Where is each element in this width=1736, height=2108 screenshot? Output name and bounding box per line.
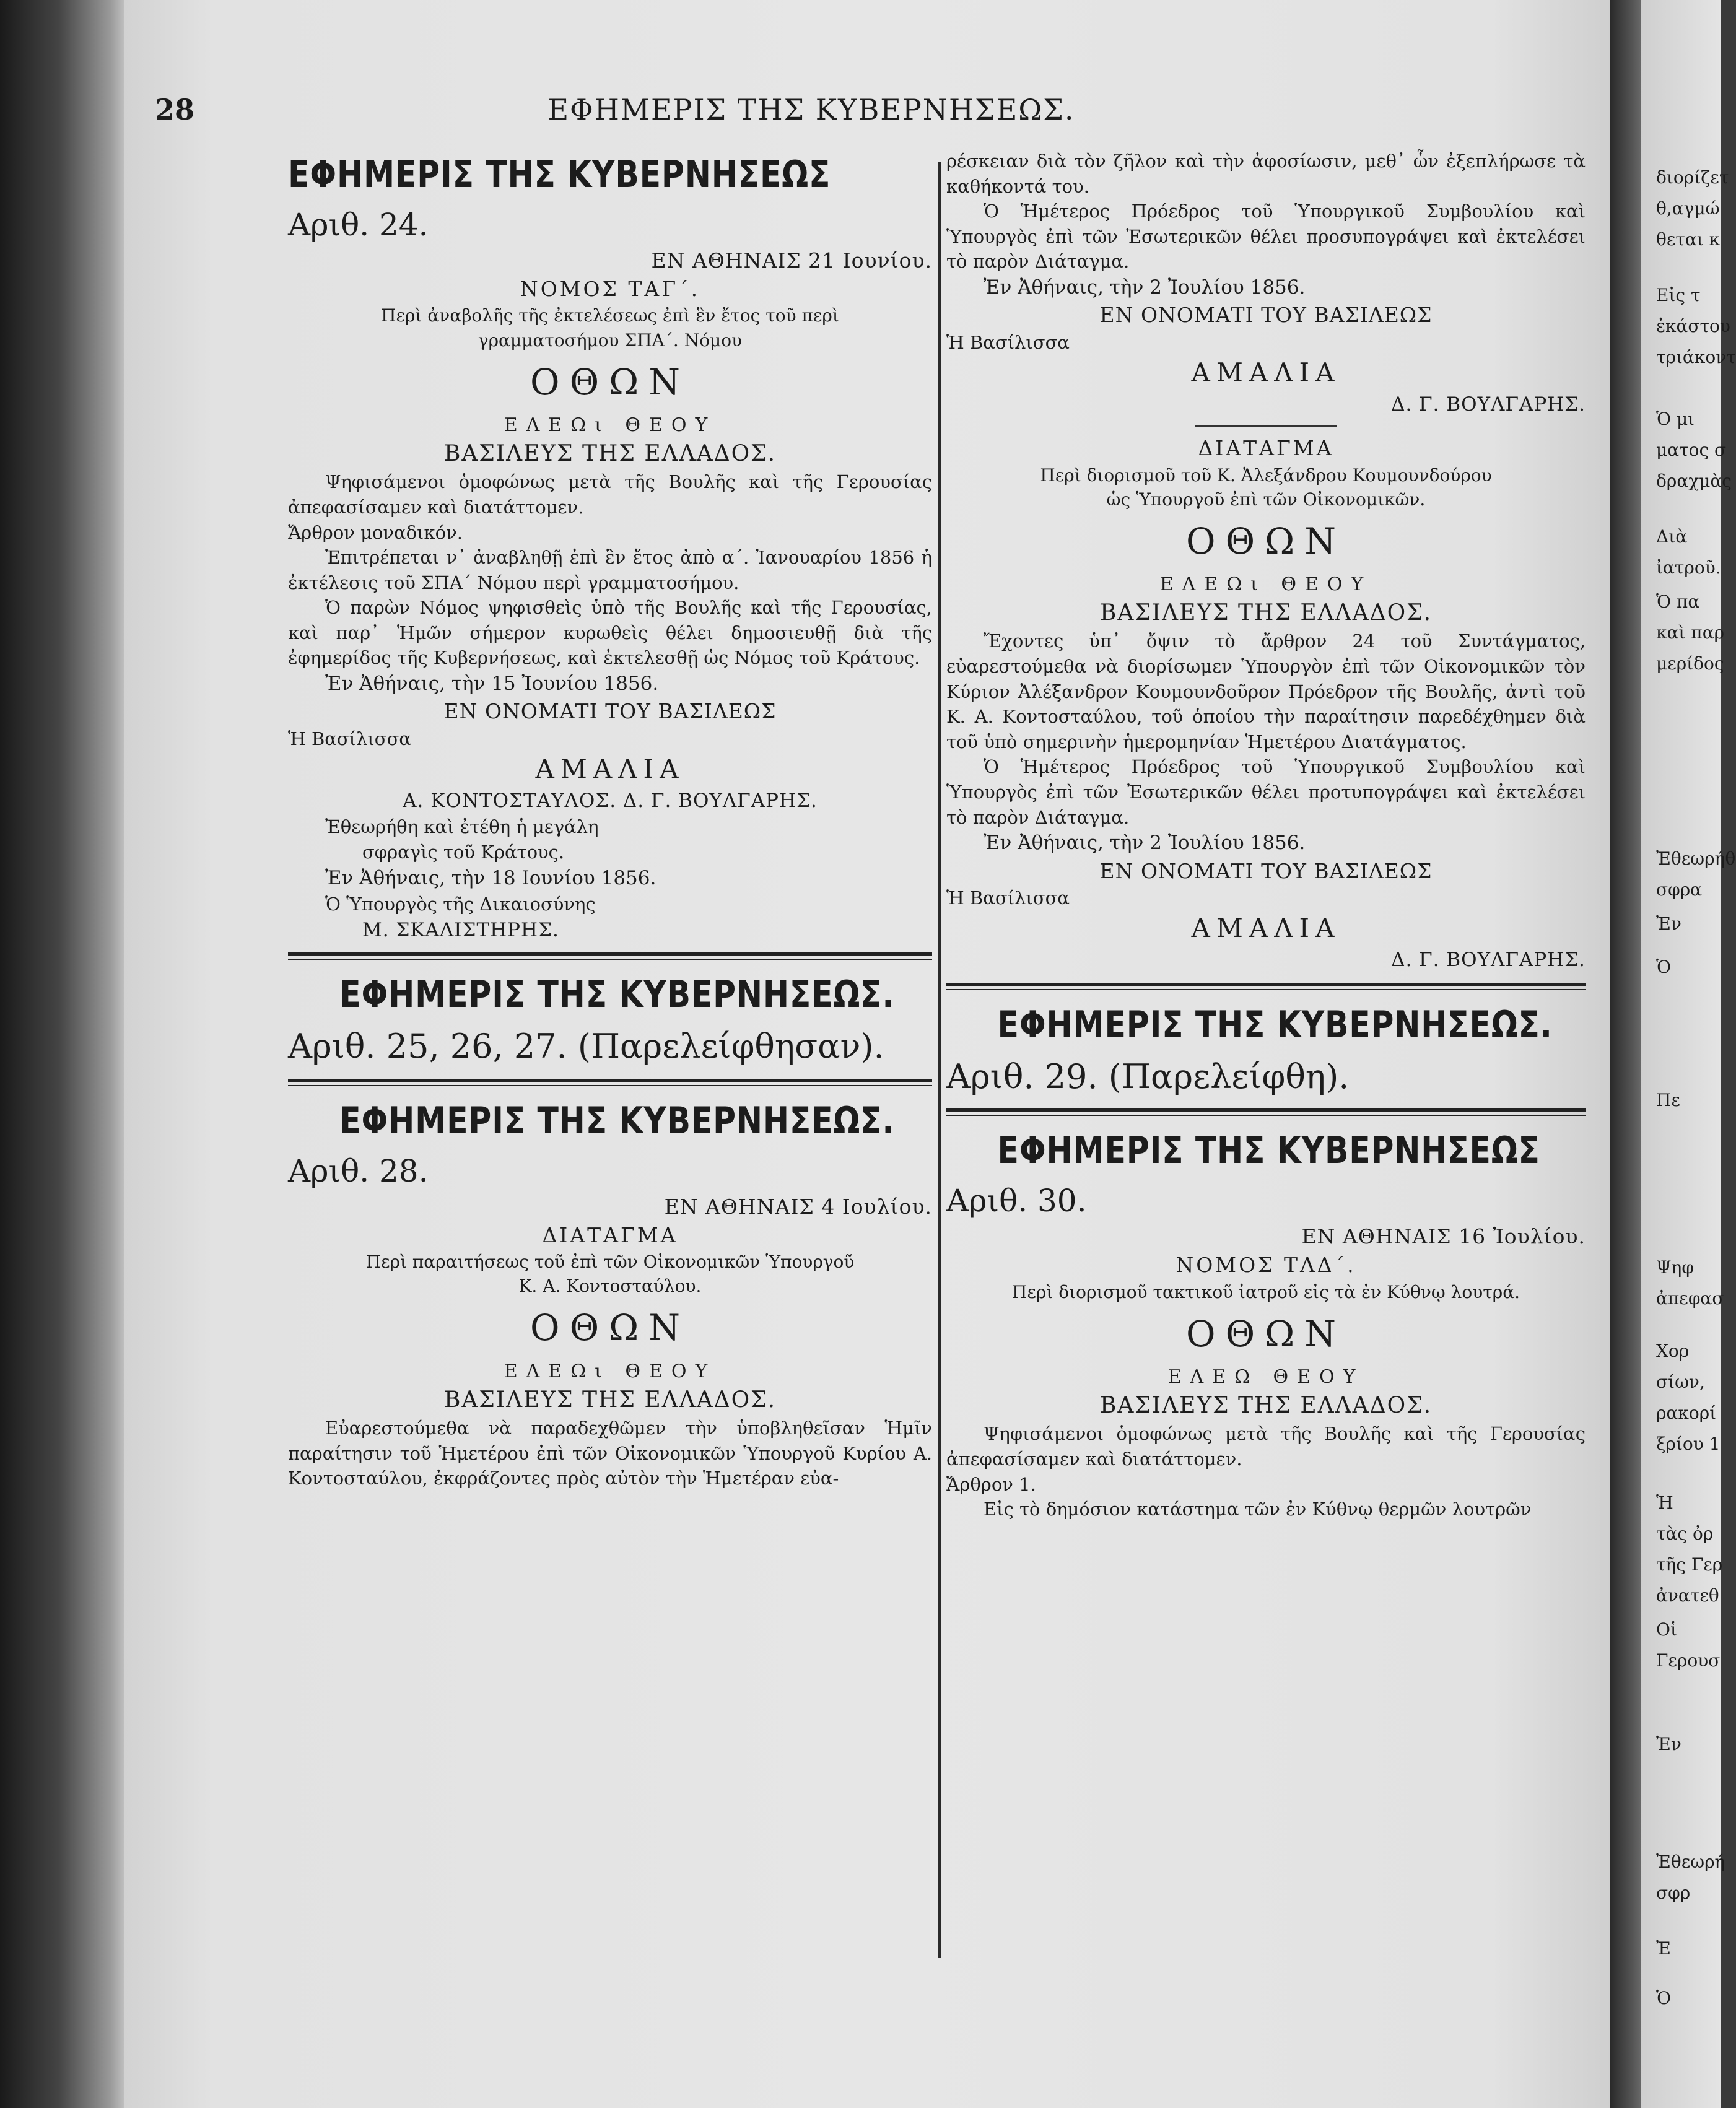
seal-line: σφραγὶς τοῦ Κράτους.	[362, 842, 565, 863]
separator	[1195, 425, 1337, 427]
adjacent-page-fragment: μερίδος	[1656, 653, 1724, 674]
minister-signature: Δ. Γ. ΒΟΥΛΓΑΡΗΣ.	[1391, 949, 1586, 972]
issue-title: ΕΦΗΜΕΡΙΣ ΤΗΣ ΚΥΒΕΡΝΗΣΕΩΣ.	[339, 973, 895, 1016]
section-rule	[946, 1108, 1586, 1116]
law-subject-line: Περὶ ἀναβολῆς τῆς ἐκτελέσεως ἐπὶ ἓν ἔτος τοῦ περὶ	[381, 305, 839, 326]
by-grace-of-god: ΕΛΕΩ ΘΕΟΥ	[1167, 1365, 1364, 1388]
queen-label: Ἡ Βασίλισσα	[946, 331, 1070, 353]
king-title: ΒΑΣΙΛΕΥΣ ΤΗΣ ΕΛΛΑΔΟΣ.	[1099, 600, 1433, 626]
adjacent-page-fragment: Εἰς τ	[1656, 285, 1701, 305]
adjacent-page-fragment: σφρ	[1656, 1883, 1691, 1903]
adjacent-page-fragment: τῆς Γερ	[1656, 1554, 1723, 1575]
date-line: Ἐν Ἀθήναις, τὴν 15 Ἰουνίου 1856.	[325, 673, 659, 695]
paragraph: Ὁ παρὼν Νόμος ψηφισθεὶς ὑπὸ τῆς Βουλῆς καὶ τῆς Γερουσίας, καὶ παρ᾽ Ἡμῶν σήμερον κυρωθεὶς θέλει δημοσιευθῇ διὰ τῆς ἐφημερίδος τῆς Κυβερνήσεως, καὶ ἐκτελεσθῇ ὡς Νόμος τοῦ Κράτους.	[288, 597, 932, 669]
adjacent-page-fragment: τὰς ὀρ	[1656, 1523, 1714, 1544]
adjacent-page-fragment: ξρίου 1	[1656, 1434, 1721, 1454]
adjacent-page-fragment: Οἱ	[1656, 1619, 1677, 1640]
adjacent-page-fragment: Πε	[1656, 1090, 1680, 1110]
decree-subject-line: Περὶ παραιτήσεως τοῦ ἐπὶ τῶν Οἰκονομικῶν Ὑπουργοῦ	[365, 1251, 855, 1272]
article-heading: Ἄρθρον μοναδικόν.	[288, 521, 463, 543]
running-header	[155, 93, 1468, 130]
issue-date: ΕΝ ΑΘΗΝΑΙΣ 21 Ιουνίου.	[651, 248, 932, 272]
decree-subject-line: ὡς Ὑπουργοῦ ἐπὶ τῶν Οἰκονομικῶν.	[1106, 489, 1426, 510]
issue-28	[288, 1095, 932, 1491]
issue-title: ΕΦΗΜΕΡΙΣ ΤΗΣ ΚΥΒΕΡΝΗΣΕΩΣ	[997, 1129, 1540, 1173]
adjacent-page-fragment: ἰατροῦ.	[1656, 557, 1721, 578]
adjacent-page-fragment: Ἐθεωρή	[1656, 1852, 1725, 1872]
issue-number: Αριθ. 29. (Παρελείφθη).	[946, 1056, 1350, 1096]
seal-line: Ἐθεωρήθη καὶ ἐτέθη ἡ μεγάλη	[325, 816, 599, 838]
in-the-name-of-king: ΕΝ ΟΝΟΜΑΤΙ ΤΟΥ ΒΑΣΙΛΕΩΣ	[443, 699, 777, 724]
issue-title: ΕΦΗΜΕΡΙΣ ΤΗΣ ΚΥΒΕΡΝΗΣΕΩΣ.	[997, 1003, 1553, 1047]
king-title: ΒΑΣΙΛΕΥΣ ΤΗΣ ΕΛΛΑΔΟΣ.	[1099, 1392, 1433, 1418]
paragraph: Ὁ Ἡμέτερος Πρόεδρος τοῦ Ὑπουργικοῦ Συμβουλίου καὶ Ὑπουργὸς ἐπὶ τῶν Ἐσωτερικῶν θέλει προσυπογράψει καὶ ἐκτελέσει τὸ παρὸν Διάταγμα.	[946, 201, 1586, 272]
adjacent-page-fragment: ἐκάστου	[1656, 316, 1730, 336]
law-subject-line: Περὶ διορισμοῦ τακτικοῦ ἰατροῦ εἰς τὰ ἐν Κύθνῳ λουτρά.	[1012, 1281, 1520, 1302]
issue-title: ΕΦΗΜΕΡΙΣ ΤΗΣ ΚΥΒΕΡΝΗΣΕΩΣ.	[339, 1099, 895, 1143]
adjacent-page-fragment: σφρα	[1656, 879, 1703, 900]
king-name: ΟΘΩΝ	[530, 360, 690, 403]
issue-29	[946, 999, 1586, 1100]
adjacent-page-fragment: Ἐν	[1656, 1734, 1681, 1754]
adjacent-page-fragment: τριάκοντ	[1656, 347, 1736, 367]
by-grace-of-god: ΕΛΕΩι ΘΕΟΥ	[1159, 573, 1372, 596]
paragraph: Εὐαρεστούμεθα νὰ παραδεχθῶμεν τὴν ὑποβληθεῖσαν Ἡμῖν παραίτησιν τοῦ Ἡμετέρου ἐπὶ τῶν Οἰκονομικῶν Ὑπουργοῦ Κυρίου Α. Κοντοσταύλου, ἐκφράζοντες πρὸς αὐτὸν τὴν Ἡμετέραν εὐα-	[288, 1417, 932, 1489]
right-column	[946, 149, 1586, 1522]
paragraph: Ἔχοντες ὑπ᾽ ὄψιν τὸ ἄρθρον 24 τοῦ Συντάγματος, εὐαρεστούμεθα νὰ διορίσωμεν Ὑπουργὸν ἐπὶ τῶν Οἰκονομικῶν τὸν Κύριον Ἀλέξανδρον Κουμουνδοῦρον Πρόεδρον τῆς Βουλῆς, ἀντὶ τοῦ Κ. Α. Κοντοσταύλου, τοῦ ὁποίου τὴν παραίτησιν παρεδέχθημεν διὰ τοῦ ὑπὸ σημερινὴν ἡμερομηνίαν Ἡμετέρου Διατάγματος.	[946, 630, 1586, 752]
adjacent-page-edge	[1641, 0, 1736, 2108]
queen-name: ΑΜΑΛΙΑ	[1191, 913, 1341, 944]
section-rule	[288, 1079, 932, 1086]
adjacent-page-fragment: Ἡ	[1656, 1492, 1673, 1513]
adjacent-page-fragment: Χορ	[1656, 1341, 1690, 1361]
paragraph: ρέσκειαν διὰ τὸν ζῆλον καὶ τὴν ἀφοσίωσιν, μεθ᾽ ὧν ἐξεπλήρωσε τὰ καθήκοντά του.	[946, 150, 1586, 197]
law-subject-line: γραμματοσήμου ΣΠΑ΄. Νόμου	[478, 329, 743, 351]
adjacent-page-fragment: Ἐν	[1656, 913, 1681, 934]
adjacent-page-fragment: θ,αγμώ	[1656, 198, 1720, 219]
section-rule	[946, 983, 1586, 990]
by-grace-of-god: ΕΛΕΩι ΘΕΟΥ	[504, 414, 717, 436]
book-spine	[0, 0, 130, 2108]
law-heading: ΝΟΜΟΣ ΤΛΔ΄.	[1176, 1253, 1356, 1278]
minister-signatures: Α. ΚΟΝΤΟΣΤΑΥΛΟΣ. Δ. Γ. ΒΟΥΛΓΑΡΗΣ.	[403, 790, 818, 812]
section-rule	[288, 952, 932, 960]
date-line: Ἐν Ἀθήναις, τὴν 2 Ἰουλίου 1856.	[984, 832, 1306, 855]
decree-koumoundouros	[946, 434, 1586, 973]
by-grace-of-god: ΕΛΕΩι ΘΕΟΥ	[504, 1360, 717, 1382]
king-name: ΟΘΩΝ	[1186, 1312, 1346, 1355]
adjacent-page-fragment: Ἐθεωρήθ	[1656, 848, 1736, 869]
decree-subject-line: Περὶ διορισμοῦ τοῦ Κ. Ἀλεξάνδρου Κουμουνδούρου	[1040, 464, 1492, 486]
adjacent-page-fragment: ματος σ	[1656, 440, 1727, 460]
in-the-name-of-king: ΕΝ ΟΝΟΜΑΤΙ ΤΟΥ ΒΑΣΙΛΕΩΣ	[1099, 858, 1433, 883]
king-title: ΒΑΣΙΛΕΥΣ ΤΗΣ ΕΛΛΑΔΟΣ.	[443, 440, 777, 466]
adjacent-page-fragment: Ὁ πα	[1656, 591, 1700, 612]
decree-heading: ΔΙΑΤΑΓΜΑ	[1198, 436, 1334, 461]
date-line: Ἐν Ἀθήναις, τὴν 2 Ἰουλίου 1856.	[984, 276, 1306, 298]
decree-subject-line: Κ. Α. Κοντοσταύλου.	[518, 1276, 702, 1297]
justice-minister-label: Ὁ Ὑπουργὸς τῆς Δικαιοσύνης	[325, 894, 596, 915]
column-rule	[938, 162, 941, 1958]
minister-signature: Δ. Γ. ΒΟΥΛΓΑΡΗΣ.	[1391, 393, 1586, 416]
paragraph: Ἐπιτρέπεται ν᾽ ἀναβληθῇ ἐπὶ ἓν ἔτος ἀπὸ α΄. Ἰανουαρίου 1856 ἡ ἐκτέλεσις τοῦ ΣΠΑ΄ Νόμου περὶ γραμματοσήμου.	[288, 547, 932, 593]
adjacent-page-fragment: Ὁ	[1656, 957, 1672, 977]
issue-30	[946, 1125, 1586, 1522]
paragraph: Ὁ Ἡμέτερος Πρόεδρος τοῦ Ὑπουργικοῦ Συμβουλίου καὶ Ὑπουργὸς ἐπὶ τῶν Ἐσωτερικῶν θέλει προτυπογράψει καὶ ἐκτελέσει τὸ παρὸν Διάταγμα.	[946, 756, 1586, 828]
article-heading: Ἄρθρον 1.	[946, 1473, 1036, 1495]
date-line: Ἐν Ἀθήναις, τὴν 18 Ιουνίου 1856.	[325, 866, 656, 889]
issue-24	[288, 149, 932, 944]
issue-date: ΕΝ ΑΘΗΝΑΙΣ 16 Ἰουλίου.	[1301, 1224, 1586, 1249]
adjacent-page-fragment: Ψηφ	[1656, 1257, 1694, 1278]
adjacent-page-fragment: Γερουσ	[1656, 1650, 1721, 1671]
adjacent-page-fragment: ἀπεφασ	[1656, 1288, 1724, 1309]
page-number: 28	[155, 93, 195, 126]
issue-28-continued	[946, 149, 1586, 418]
king-title: ΒΑΣΙΛΕΥΣ ΤΗΣ ΕΛΛΑΔΟΣ.	[443, 1387, 777, 1413]
adjacent-page-fragment: Διὰ	[1656, 526, 1688, 547]
law-heading: ΝΟΜΟΣ ΤΑΓ΄.	[520, 277, 700, 302]
paragraph: Εἰς τὸ δημόσιον κατάστημα τῶν ἐν Κύθνῳ θερμῶν λουτρῶν	[984, 1499, 1532, 1520]
adjacent-page-fragment: δραχμὰς	[1656, 471, 1732, 491]
running-title: ΕΦΗΜΕΡΙΣ ΤΗΣ ΚΥΒΕΡΝΗΣΕΩΣ.	[547, 93, 1075, 126]
in-the-name-of-king: ΕΝ ΟΝΟΜΑΤΙ ΤΟΥ ΒΑΣΙΛΕΩΣ	[1099, 303, 1433, 328]
queen-name: ΑΜΑΛΙΑ	[535, 754, 685, 785]
queen-label: Ἡ Βασίλισσα	[288, 728, 411, 749]
adjacent-page-fragment: Ὁ μι	[1656, 409, 1695, 429]
issue-number: Αριθ. 28.	[288, 1152, 429, 1189]
adjacent-page-fragment: Ἐ	[1656, 1938, 1671, 1959]
adjacent-page-fragment: σίων,	[1656, 1372, 1705, 1392]
issue-title: ΕΦΗΜΕΡΙΣ ΤΗΣ ΚΥΒΕΡΝΗΣΕΩΣ	[288, 153, 831, 196]
issue-number: Αριθ. 25, 26, 27. (Παρελείφθησαν).	[288, 1027, 884, 1066]
adjacent-page-fragment: ἀνατεθ	[1656, 1585, 1719, 1606]
issue-25-27	[288, 969, 932, 1070]
adjacent-page-fragment: ρακορί	[1656, 1403, 1717, 1423]
left-column	[288, 149, 932, 1491]
adjacent-page-fragment: θεται κ	[1656, 229, 1721, 250]
preamble: Ψηφισάμενοι ὁμοφώνως μετὰ τῆς Βουλῆς καὶ τῆς Γερουσίας ἀπεφασίσαμεν καὶ διατάττομεν.	[946, 1423, 1586, 1470]
issue-number: Αριθ. 30.	[946, 1183, 1087, 1219]
queen-label: Ἡ Βασίλισσα	[946, 887, 1070, 908]
king-name: ΟΘΩΝ	[1186, 520, 1346, 562]
adjacent-page-fragment: διορίζετ	[1656, 167, 1729, 188]
queen-name: ΑΜΑΛΙΑ	[1191, 357, 1341, 388]
adjacent-page-fragment: καὶ παρ	[1656, 622, 1725, 643]
preamble: Ψηφισάμενοι ὁμοφώνως μετὰ τῆς Βουλῆς καὶ τῆς Γερουσίας ἀπεφασίσαμεν καὶ διατάττομεν.	[288, 471, 932, 518]
decree-heading: ΔΙΑΤΑΓΜΑ	[542, 1222, 678, 1247]
justice-minister-name: Μ. ΣΚΑΛΙΣΤΗΡΗΣ.	[362, 918, 559, 941]
issue-date: ΕΝ ΑΘΗΝΑΙΣ 4 Ιουλίου.	[664, 1194, 932, 1219]
issue-number: Αριθ. 24.	[288, 207, 429, 243]
king-name: ΟΘΩΝ	[530, 1307, 690, 1349]
adjacent-page-fragment: Ὁ	[1656, 1988, 1672, 2008]
